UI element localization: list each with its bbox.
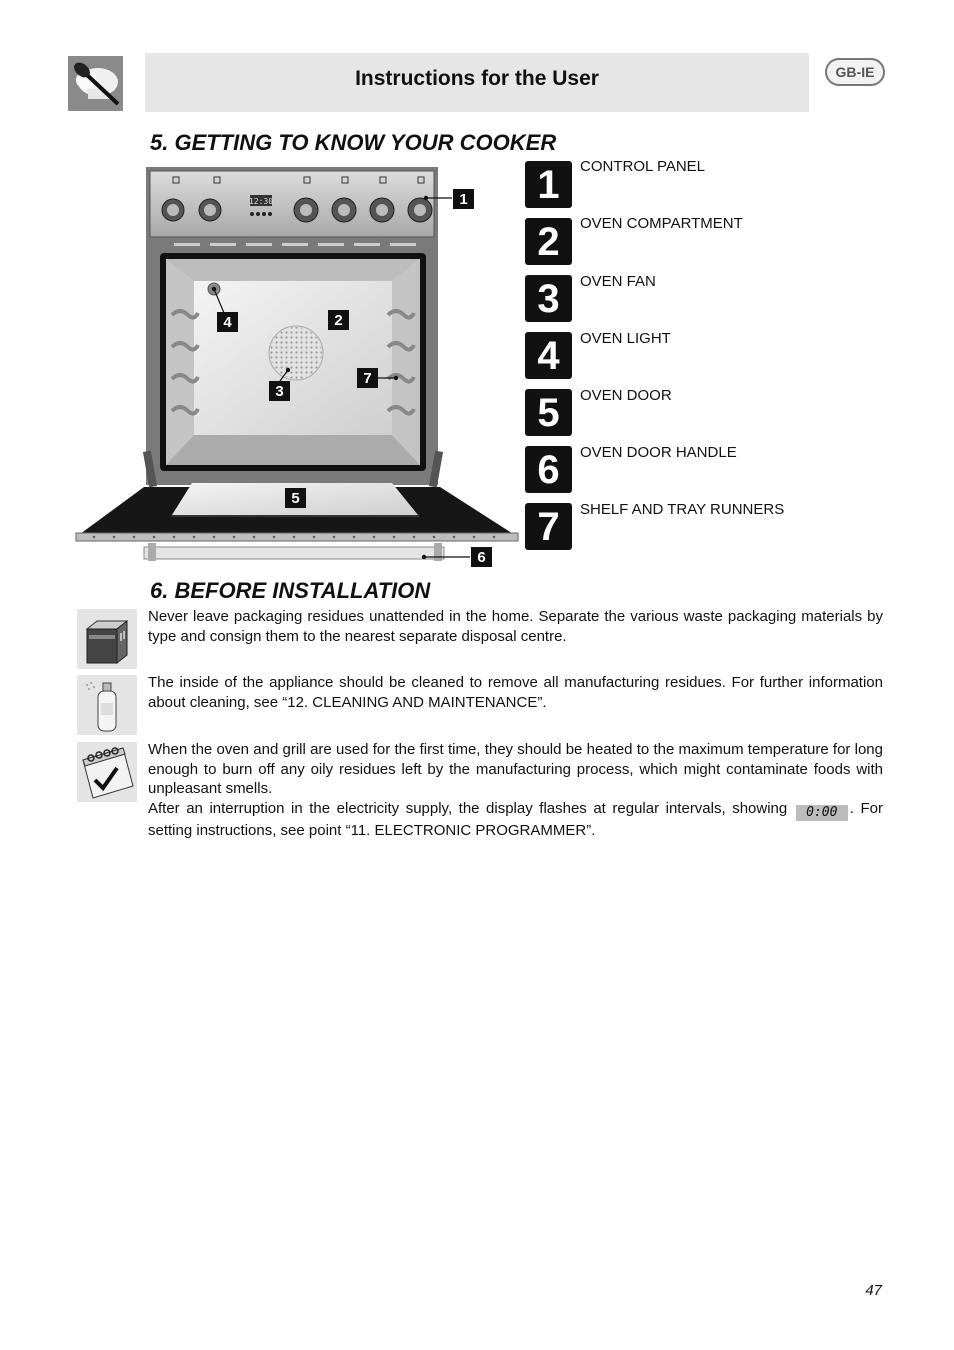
legend-label: SHELF AND TRAY RUNNERS — [580, 501, 785, 518]
callout-7: 7 — [363, 370, 372, 387]
legend-number: 1 — [525, 161, 572, 208]
cooker-illustration — [74, 165, 520, 567]
callout-5: 5 — [291, 490, 300, 507]
panel-display-text: 12:30 — [248, 197, 274, 206]
callout-1: 1 — [459, 191, 468, 208]
legend-number: 3 — [525, 275, 572, 322]
notepad-check-icon — [77, 742, 137, 802]
spray-can-icon — [77, 675, 137, 735]
legend-label: OVEN COMPARTMENT — [580, 215, 743, 232]
page-number: 47 — [865, 1282, 882, 1299]
legend-label: OVEN DOOR HANDLE — [580, 444, 737, 461]
display-value-badge: 0:00 — [796, 805, 848, 821]
legend-label: OVEN LIGHT — [580, 330, 671, 347]
legend-number: 6 — [525, 446, 572, 493]
paragraph-first-use: When the oven and grill are used for the first time, they should be heated to the maximum temperature for long enough to burn off any oily residues left by the manufacturing process, which might contaminate foods with unpleasant smells. — [148, 741, 883, 797]
legend-number: 7 — [525, 503, 572, 550]
paragraph-power-text-start: After an interruption in the electricity supply, the display flashes at regular intervals, showing — [148, 800, 788, 817]
callout-3: 3 — [275, 383, 284, 400]
header-bar — [145, 53, 809, 112]
callout-4: 4 — [223, 314, 232, 331]
paragraph-power-interruption — [148, 799, 883, 841]
section-6-title: 6. BEFORE INSTALLATION — [150, 578, 431, 603]
paragraph-cleaning: The inside of the appliance should be cleaned to remove all manufacturing residues. For further information about cleaning, see “12. CLEANING AND MAINTENANCE”. — [148, 674, 883, 711]
paragraph-power-text-end: . For setting instructions, see point “11. ELECTRONIC PROGRAMMER”. — [148, 800, 883, 839]
legend-label: CONTROL PANEL — [580, 158, 706, 175]
page-title: Instructions for the User — [355, 67, 599, 90]
legend-label: OVEN DOOR — [580, 387, 672, 404]
callout-2: 2 — [334, 312, 343, 329]
paragraph-packaging: Never leave packaging residues unattended in the home. Separate the various waste packaging materials by type and consign them to the nearest separate disposal centre. — [148, 608, 883, 645]
section-5-title: 5. GETTING TO KNOW YOUR COOKER — [150, 130, 557, 155]
legend-number: 2 — [525, 218, 572, 265]
legend-number: 5 — [525, 389, 572, 436]
legend-number: 4 — [525, 332, 572, 379]
spoon-chef-hat-icon — [68, 56, 123, 111]
legend-label: OVEN FAN — [580, 273, 656, 290]
packaging-box-icon — [77, 609, 137, 669]
language-badge: GB-IE — [825, 58, 885, 86]
callout-6: 6 — [477, 549, 486, 566]
